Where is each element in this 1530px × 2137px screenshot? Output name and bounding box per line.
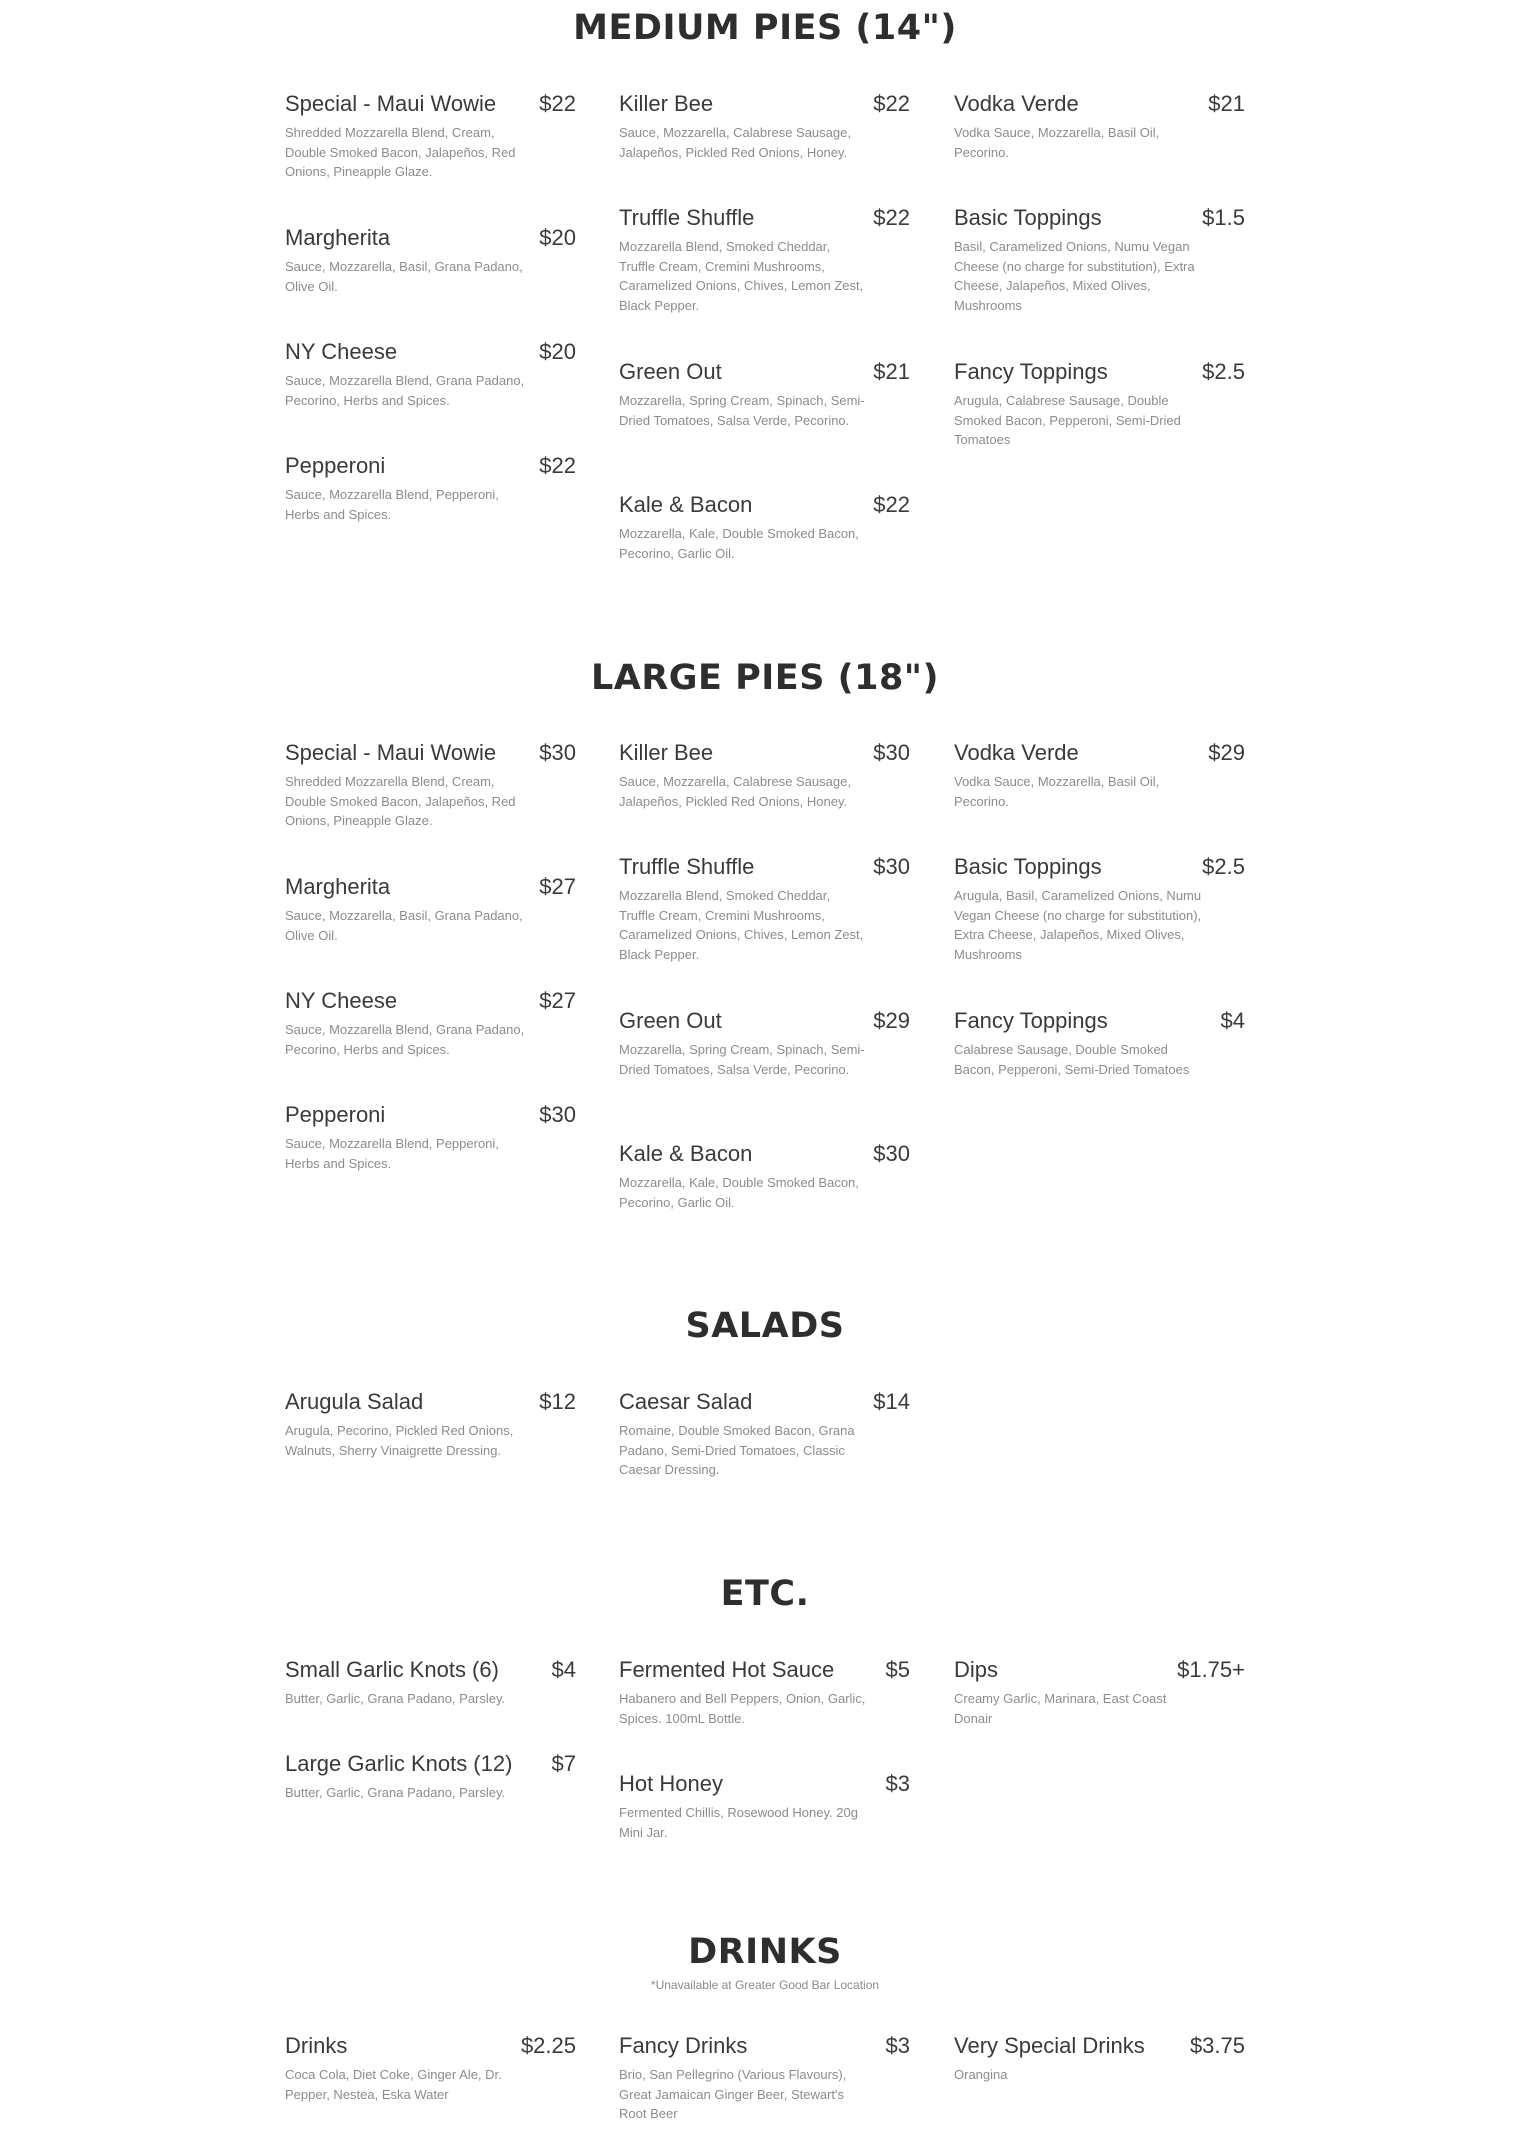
item-name: Fermented Hot Sauce bbox=[619, 1657, 835, 1682]
menu-item bbox=[619, 358, 910, 430]
item-description: Sauce, Mozzarella, Basil, Grana Padano, Olive Oil. bbox=[285, 259, 523, 294]
item-description: Romaine, Double Smoked Bacon, Grana Padano, Semi-Dried Tomatoes, Classic Caesar Dressing. bbox=[619, 1423, 855, 1477]
item-description: Orangina bbox=[954, 2067, 1008, 2082]
menu-item bbox=[954, 1656, 1245, 1728]
item-price: $30 bbox=[539, 1102, 576, 1127]
item-description: Creamy Garlic, Marinara, East Coast Donair bbox=[954, 1691, 1167, 1726]
item-name: Fancy Drinks bbox=[619, 2033, 748, 2058]
item-price: $30 bbox=[539, 740, 576, 765]
section-title: DRINKS bbox=[688, 1932, 842, 1972]
item-price: $22 bbox=[873, 91, 910, 116]
item-name: Kale & Bacon bbox=[619, 1141, 753, 1166]
item-price: $3 bbox=[885, 2033, 910, 2058]
section-title: LARGE PIES (18") bbox=[590, 658, 940, 698]
section-title: ETC. bbox=[720, 1574, 810, 1614]
item-description: Arugula, Pecorino, Pickled Red Onions, Walnuts, Sherry Vinaigrette Dressing. bbox=[285, 1423, 514, 1458]
item-price: $14 bbox=[873, 1389, 910, 1414]
item-name: Pepperoni bbox=[285, 1102, 386, 1127]
menu-item bbox=[954, 90, 1245, 162]
item-price: $1.5 bbox=[1202, 205, 1245, 230]
item-price: $3.75 bbox=[1189, 2033, 1245, 2058]
menu-item bbox=[285, 739, 576, 831]
item-name: Killer Bee bbox=[619, 91, 714, 116]
item-price: $2.25 bbox=[520, 2033, 576, 2058]
item-name: Arugula Salad bbox=[285, 1389, 424, 1414]
item-description: Habanero and Bell Peppers, Onion, Garlic, Spices. 100mL Bottle. bbox=[619, 1691, 866, 1726]
menu-item bbox=[285, 452, 576, 524]
item-price: $22 bbox=[539, 453, 576, 478]
menu-item bbox=[285, 1388, 576, 1460]
menu-item bbox=[285, 1101, 576, 1173]
item-description: Mozzarella, Spring Cream, Spinach, Semi-Dried Tomatoes, Salsa Verde, Pecorino. bbox=[619, 1042, 865, 1077]
item-description: Coca Cola, Diet Coke, Ginger Ale, Dr. Pepper, Nestea, Eska Water bbox=[285, 2067, 502, 2102]
menu-item bbox=[619, 204, 910, 315]
item-description: Mozzarella Blend, Smoked Cheddar, Truffle Cream, Cremini Mushrooms, Caramelized Onions, Chives, Lemon Zest, Black Pepper. bbox=[619, 888, 864, 962]
item-price: $4 bbox=[1220, 1008, 1245, 1033]
item-name: NY Cheese bbox=[285, 988, 398, 1013]
item-name: Drinks bbox=[285, 2033, 348, 2058]
menu-item bbox=[285, 1656, 576, 1709]
item-name: Vodka Verde bbox=[954, 91, 1079, 116]
item-price: $29 bbox=[1208, 740, 1245, 765]
menu-item bbox=[285, 987, 576, 1059]
menu-item bbox=[954, 853, 1245, 964]
item-description: Shredded Mozzarella Blend, Cream, Double Smoked Bacon, Jalapeños, Red Onions, Pineapple Glaze. bbox=[285, 774, 516, 828]
menu-item bbox=[619, 1007, 910, 1079]
item-price: $30 bbox=[873, 1141, 910, 1166]
item-description: Vodka Sauce, Mozzarella, Basil Oil, Pecorino. bbox=[954, 774, 1160, 809]
item-name: Hot Honey bbox=[619, 1771, 723, 1796]
menu-item bbox=[954, 1007, 1245, 1079]
menu-item bbox=[619, 1656, 910, 1728]
menu-item bbox=[619, 1770, 910, 1842]
menu-item bbox=[285, 90, 576, 182]
item-description: Brio, San Pellegrino (Various Flavours), Great Jamaican Ginger Beer, Stewart's Root Beer bbox=[619, 2067, 847, 2121]
item-name: Kale & Bacon bbox=[619, 492, 753, 517]
item-price: $4 bbox=[551, 1657, 576, 1682]
menu-item bbox=[619, 739, 910, 811]
menu-item bbox=[619, 2032, 910, 2124]
item-name: Truffle Shuffle bbox=[619, 854, 755, 879]
item-name: NY Cheese bbox=[285, 339, 398, 364]
item-price: $20 bbox=[539, 225, 576, 250]
menu-item bbox=[285, 2032, 576, 2104]
item-name: Fancy Toppings bbox=[954, 359, 1108, 384]
item-description: Mozzarella Blend, Smoked Cheddar, Truffle Cream, Cremini Mushrooms, Caramelized Onions, Chives, Lemon Zest, Black Pepper. bbox=[619, 239, 864, 313]
menu-item bbox=[285, 338, 576, 410]
section-title: SALADS bbox=[685, 1306, 845, 1346]
item-name: Basic Toppings bbox=[954, 205, 1102, 230]
menu-item bbox=[954, 358, 1245, 450]
item-name: Small Garlic Knots (6) bbox=[285, 1657, 499, 1682]
item-price: $12 bbox=[539, 1389, 576, 1414]
item-description: Sauce, Mozzarella Blend, Grana Padano, Pecorino, Herbs and Spices. bbox=[285, 373, 525, 408]
item-name: Fancy Toppings bbox=[954, 1008, 1108, 1033]
item-description: Shredded Mozzarella Blend, Cream, Double Smoked Bacon, Jalapeños, Red Onions, Pineapple Glaze. bbox=[285, 125, 516, 179]
menu-item bbox=[285, 873, 576, 945]
menu-item bbox=[954, 2032, 1245, 2085]
menu-item bbox=[285, 224, 576, 296]
item-name: Green Out bbox=[619, 1008, 722, 1033]
item-name: Vodka Verde bbox=[954, 740, 1079, 765]
item-price: $21 bbox=[873, 359, 910, 384]
item-description: Butter, Garlic, Grana Padano, Parsley. bbox=[285, 1785, 506, 1800]
item-description: Mozzarella, Kale, Double Smoked Bacon, Pecorino, Garlic Oil. bbox=[619, 1175, 859, 1210]
item-price: $27 bbox=[539, 874, 576, 899]
item-description: Mozzarella, Kale, Double Smoked Bacon, Pecorino, Garlic Oil. bbox=[619, 526, 859, 561]
item-price: $27 bbox=[539, 988, 576, 1013]
item-description: Sauce, Mozzarella, Calabrese Sausage, Jalapeños, Pickled Red Onions, Honey. bbox=[619, 774, 851, 809]
section-title: MEDIUM PIES (14") bbox=[573, 8, 957, 48]
item-name: Green Out bbox=[619, 359, 722, 384]
item-name: Margherita bbox=[285, 874, 391, 899]
item-description: Sauce, Mozzarella, Calabrese Sausage, Jalapeños, Pickled Red Onions, Honey. bbox=[619, 125, 851, 160]
item-description: Arugula, Basil, Caramelized Onions, Numu Vegan Cheese (no charge for substitution), Extra Cheese, Jalapeños, Mixed Olives, Mushrooms bbox=[954, 888, 1202, 962]
item-price: $20 bbox=[539, 339, 576, 364]
menu-item bbox=[619, 1140, 910, 1212]
item-price: $3 bbox=[885, 1771, 910, 1796]
item-name: Special - Maui Wowie bbox=[285, 740, 497, 765]
item-name: Very Special Drinks bbox=[954, 2033, 1145, 2058]
item-price: $5 bbox=[885, 1657, 910, 1682]
menu-item bbox=[954, 739, 1245, 811]
item-description: Mozzarella, Spring Cream, Spinach, Semi-Dried Tomatoes, Salsa Verde, Pecorino. bbox=[619, 393, 865, 428]
item-name: Dips bbox=[954, 1657, 999, 1682]
item-price: $21 bbox=[1208, 91, 1245, 116]
item-name: Special - Maui Wowie bbox=[285, 91, 497, 116]
item-description: Sauce, Mozzarella, Basil, Grana Padano, Olive Oil. bbox=[285, 908, 523, 943]
menu-item bbox=[954, 204, 1245, 315]
item-description: Vodka Sauce, Mozzarella, Basil Oil, Pecorino. bbox=[954, 125, 1160, 160]
item-name: Basic Toppings bbox=[954, 854, 1102, 879]
item-price: $30 bbox=[873, 854, 910, 879]
item-description: Arugula, Calabrese Sausage, Double Smoked Bacon, Pepperoni, Semi-Dried Tomatoes bbox=[954, 393, 1181, 447]
item-description: Butter, Garlic, Grana Padano, Parsley. bbox=[285, 1691, 506, 1706]
item-description: Sauce, Mozzarella Blend, Pepperoni, Herbs and Spices. bbox=[285, 1136, 499, 1171]
item-description: Fermented Chillis, Rosewood Honey. 20g Mini Jar. bbox=[619, 1805, 858, 1840]
menu-item bbox=[619, 1388, 910, 1480]
item-description: Basil, Caramelized Onions, Numu Vegan Cheese (no charge for substitution), Extra Cheese, Jalapeños, Mixed Olives, Mushrooms bbox=[954, 239, 1195, 313]
item-price: $2.5 bbox=[1202, 854, 1245, 879]
item-price: $22 bbox=[539, 91, 576, 116]
item-name: Truffle Shuffle bbox=[619, 205, 755, 230]
item-description: Sauce, Mozzarella Blend, Grana Padano, Pecorino, Herbs and Spices. bbox=[285, 1022, 525, 1057]
menu-item bbox=[619, 491, 910, 563]
menu-item bbox=[619, 853, 910, 964]
item-name: Large Garlic Knots (12) bbox=[285, 1751, 513, 1776]
item-price: $29 bbox=[873, 1008, 910, 1033]
item-price: $22 bbox=[873, 492, 910, 517]
item-price: $22 bbox=[873, 205, 910, 230]
item-description: Sauce, Mozzarella Blend, Pepperoni, Herbs and Spices. bbox=[285, 487, 499, 522]
item-description: Calabrese Sausage, Double Smoked Bacon, Pepperoni, Semi-Dried Tomatoes bbox=[954, 1042, 1190, 1077]
item-name: Caesar Salad bbox=[619, 1389, 753, 1414]
item-name: Margherita bbox=[285, 225, 391, 250]
item-price: $7 bbox=[551, 1751, 576, 1776]
menu-item bbox=[285, 1750, 576, 1803]
item-price: $1.75+ bbox=[1177, 1657, 1245, 1682]
menu-item bbox=[619, 90, 910, 162]
availability-note: *Unavailable at Greater Good Bar Location bbox=[650, 1978, 880, 1992]
item-name: Pepperoni bbox=[285, 453, 386, 478]
item-name: Killer Bee bbox=[619, 740, 714, 765]
item-price: $2.5 bbox=[1202, 359, 1245, 384]
item-price: $30 bbox=[873, 740, 910, 765]
